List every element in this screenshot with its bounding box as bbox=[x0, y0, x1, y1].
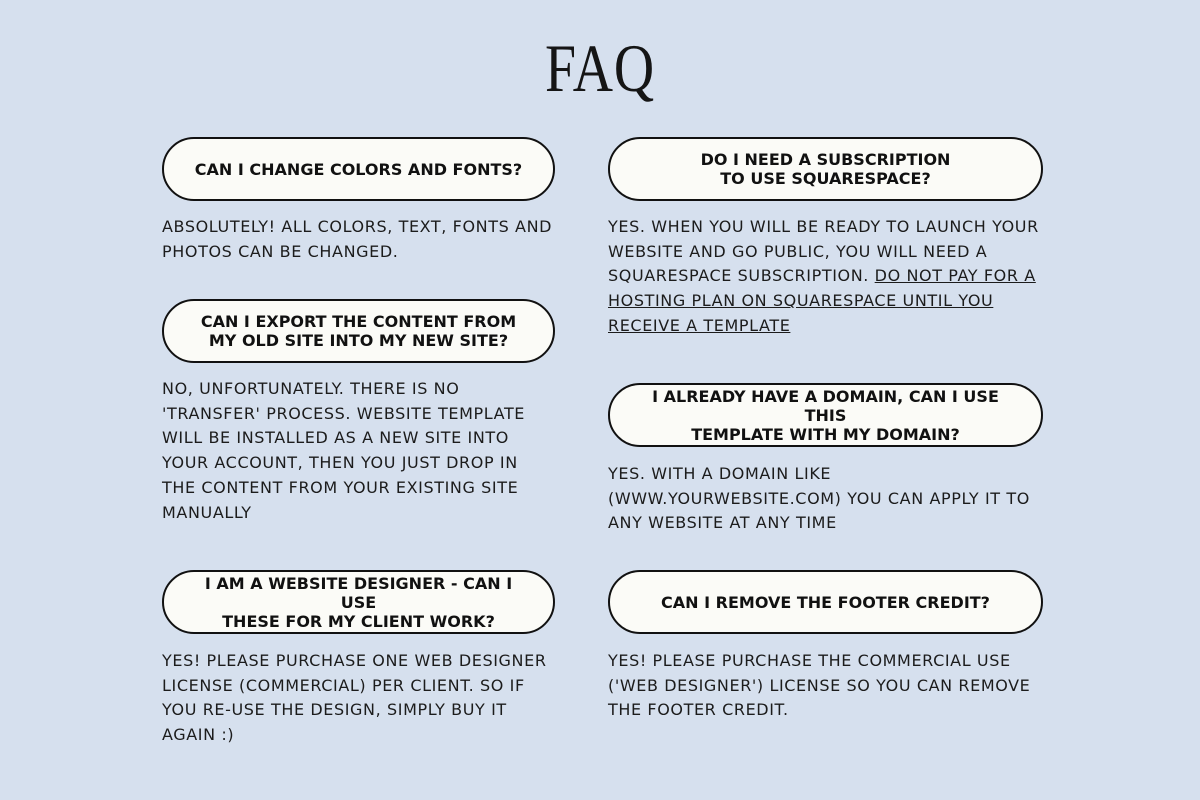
faq-question-change-colors[interactable]: CAN I CHANGE COLORS AND FONTS? bbox=[162, 137, 555, 201]
faq-answer-subscription bbox=[608, 215, 1048, 339]
faq-answer-website-designer: YES! PLEASE PURCHASE ONE WEB DESIGNER LICENSE (COMMERCIAL) PER CLIENT. SO IF YOU RE-USE THE DESIGN, SIMPLY BUY IT AGAIN :) bbox=[162, 651, 547, 745]
faq-question-export-content[interactable]: CAN I EXPORT THE CONTENT FROM MY OLD SITE INTO MY NEW SITE? bbox=[162, 299, 555, 363]
faq-question-footer-credit[interactable]: CAN I REMOVE THE FOOTER CREDIT? bbox=[608, 570, 1043, 634]
faq-answer-subscription-link[interactable]: DO NOT PAY FOR A HOSTING PLAN ON SQUARESPACE UNTIL YOU RECEIVE A TEMPLATE bbox=[608, 266, 1036, 335]
faq-question-website-designer[interactable]: I AM A WEBSITE DESIGNER - CAN I USE THESE FOR MY CLIENT WORK? bbox=[162, 570, 555, 634]
faq-answer-footer-credit: YES! PLEASE PURCHASE THE COMMERCIAL USE ('WEB DESIGNER') LICENSE SO YOU CAN REMOVE THE FOOTER CREDIT. bbox=[608, 651, 1031, 720]
faq-answer-export-content: NO, UNFORTUNATELY. THERE IS NO 'TRANSFER' PROCESS. WEBSITE TEMPLATE WILL BE INSTALLED AS A NEW SITE INTO YOUR ACCOUNT, THEN YOU JUST DROP IN THE CONTENT FROM YOUR EXISTING SITE MANUALLY bbox=[162, 379, 526, 522]
faq-question-subscription[interactable]: DO I NEED A SUBSCRIPTION TO USE SQUARESPACE? bbox=[608, 137, 1043, 201]
faq-answer-subscription-text: YES. WHEN YOU WILL BE READY TO LAUNCH YOUR WEBSITE AND GO PUBLIC, YOU WILL NEED A SQUARESPACE SUBSCRIPTION. bbox=[608, 217, 1039, 286]
faq-answer-change-colors: ABSOLUTELY! ALL COLORS, TEXT, FONTS AND PHOTOS CAN BE CHANGED. bbox=[162, 217, 553, 261]
faq-question-domain[interactable]: I ALREADY HAVE A DOMAIN, CAN I USE THIS TEMPLATE WITH MY DOMAIN? bbox=[608, 383, 1043, 447]
faq-answer-domain: YES. WITH A DOMAIN LIKE (WWW.YOURWEBSITE.COM) YOU CAN APPLY IT TO ANY WEBSITE AT ANY TIME bbox=[608, 464, 1030, 533]
page-title: FAQ bbox=[545, 30, 655, 106]
